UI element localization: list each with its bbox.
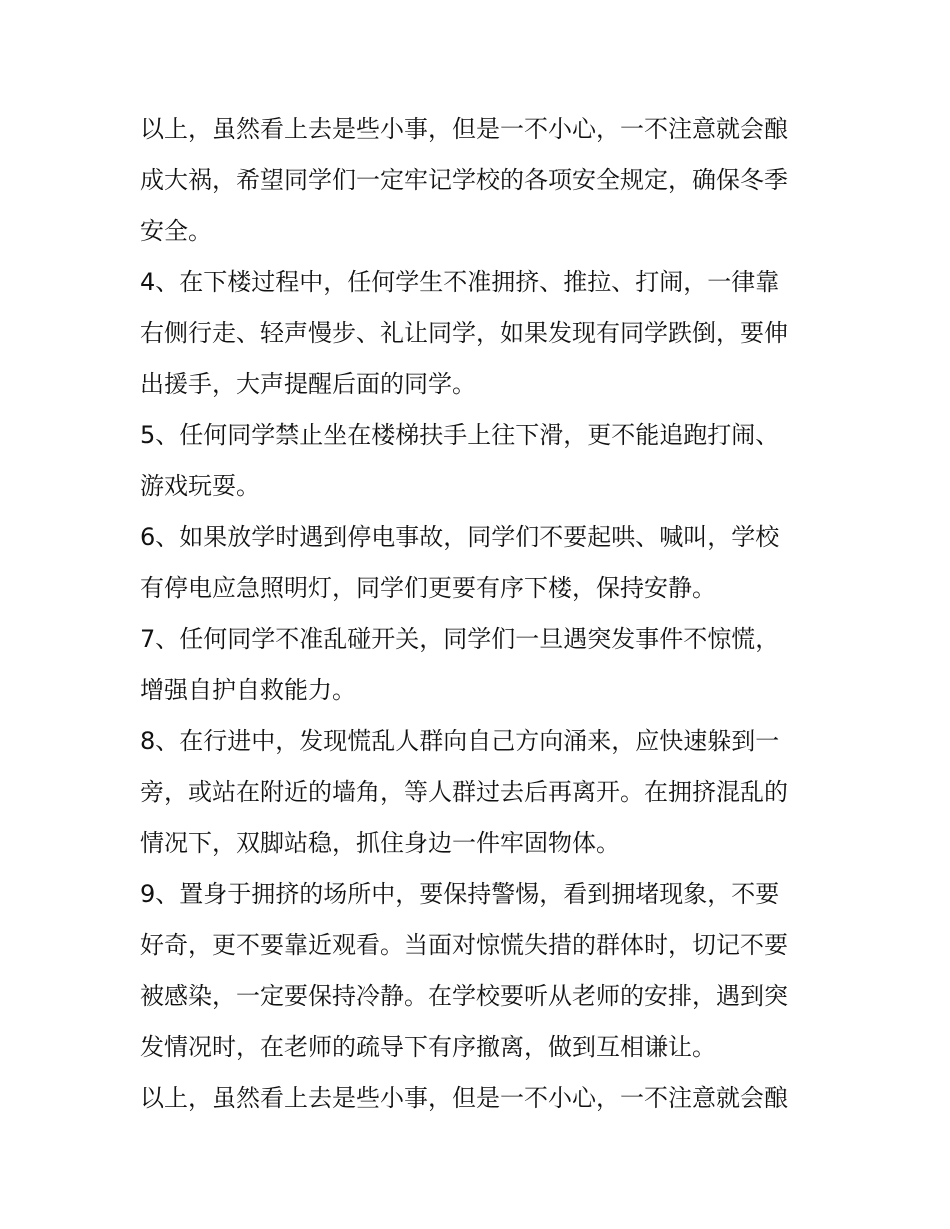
document-body [140,104,812,1124]
text-line: 7、任何同学不准乱碰开关，同学们一旦遇突发事件不惊慌， [140,625,780,653]
text-line: 游戏玩耍。 [140,472,260,500]
text-line: 增强自护自救能力。 [140,676,356,704]
text-line: 好奇，更不要靠近观看。当面对惊慌失措的群体时，切记不要 [140,931,788,959]
text-line: 旁，或站在附近的墙角，等人群过去后再离开。在拥挤混乱的 [140,778,788,806]
text-line: 6、如果放学时遇到停电事故，同学们不要起哄、喊叫，学校 [140,523,780,551]
text-line: 4、在下楼过程中，任何学生不准拥挤、推拉、打闹，一律靠 [140,268,780,296]
text-line: 安全。 [140,217,212,245]
text-line: 出援手，大声提醒后面的同学。 [140,370,476,398]
text-line: 8、在行进中，发现慌乱人群向自己方向涌来，应快速躲到一 [140,727,780,755]
text-line: 有停电应急照明灯，同学们更要有序下楼，保持安静。 [140,574,716,602]
text-line: 成大祸，希望同学们一定牢记学校的各项安全规定，确保冬季 [140,166,788,194]
text-line: 情况下，双脚站稳，抓住身边一件牢固物体。 [140,829,620,857]
text-line: 以上，虽然看上去是些小事，但是一不小心，一不注意就会酿 [140,1084,788,1112]
text-line: 发情况时，在老师的疏导下有序撤离，做到互相谦让。 [140,1033,716,1061]
text-line: 以上，虽然看上去是些小事，但是一不小心，一不注意就会酿 [140,115,788,143]
text-line: 被感染，一定要保持冷静。在学校要听从老师的安排，遇到突 [140,982,788,1010]
text-line: 9、置身于拥挤的场所中，要保持警惕，看到拥堵现象，不要 [140,880,780,908]
text-line: 右侧行走、轻声慢步、礼让同学，如果发现有同学跌倒，要伸 [140,319,788,347]
text-line: 5、任何同学禁止坐在楼梯扶手上往下滑，更不能追跑打闹、 [140,421,780,449]
